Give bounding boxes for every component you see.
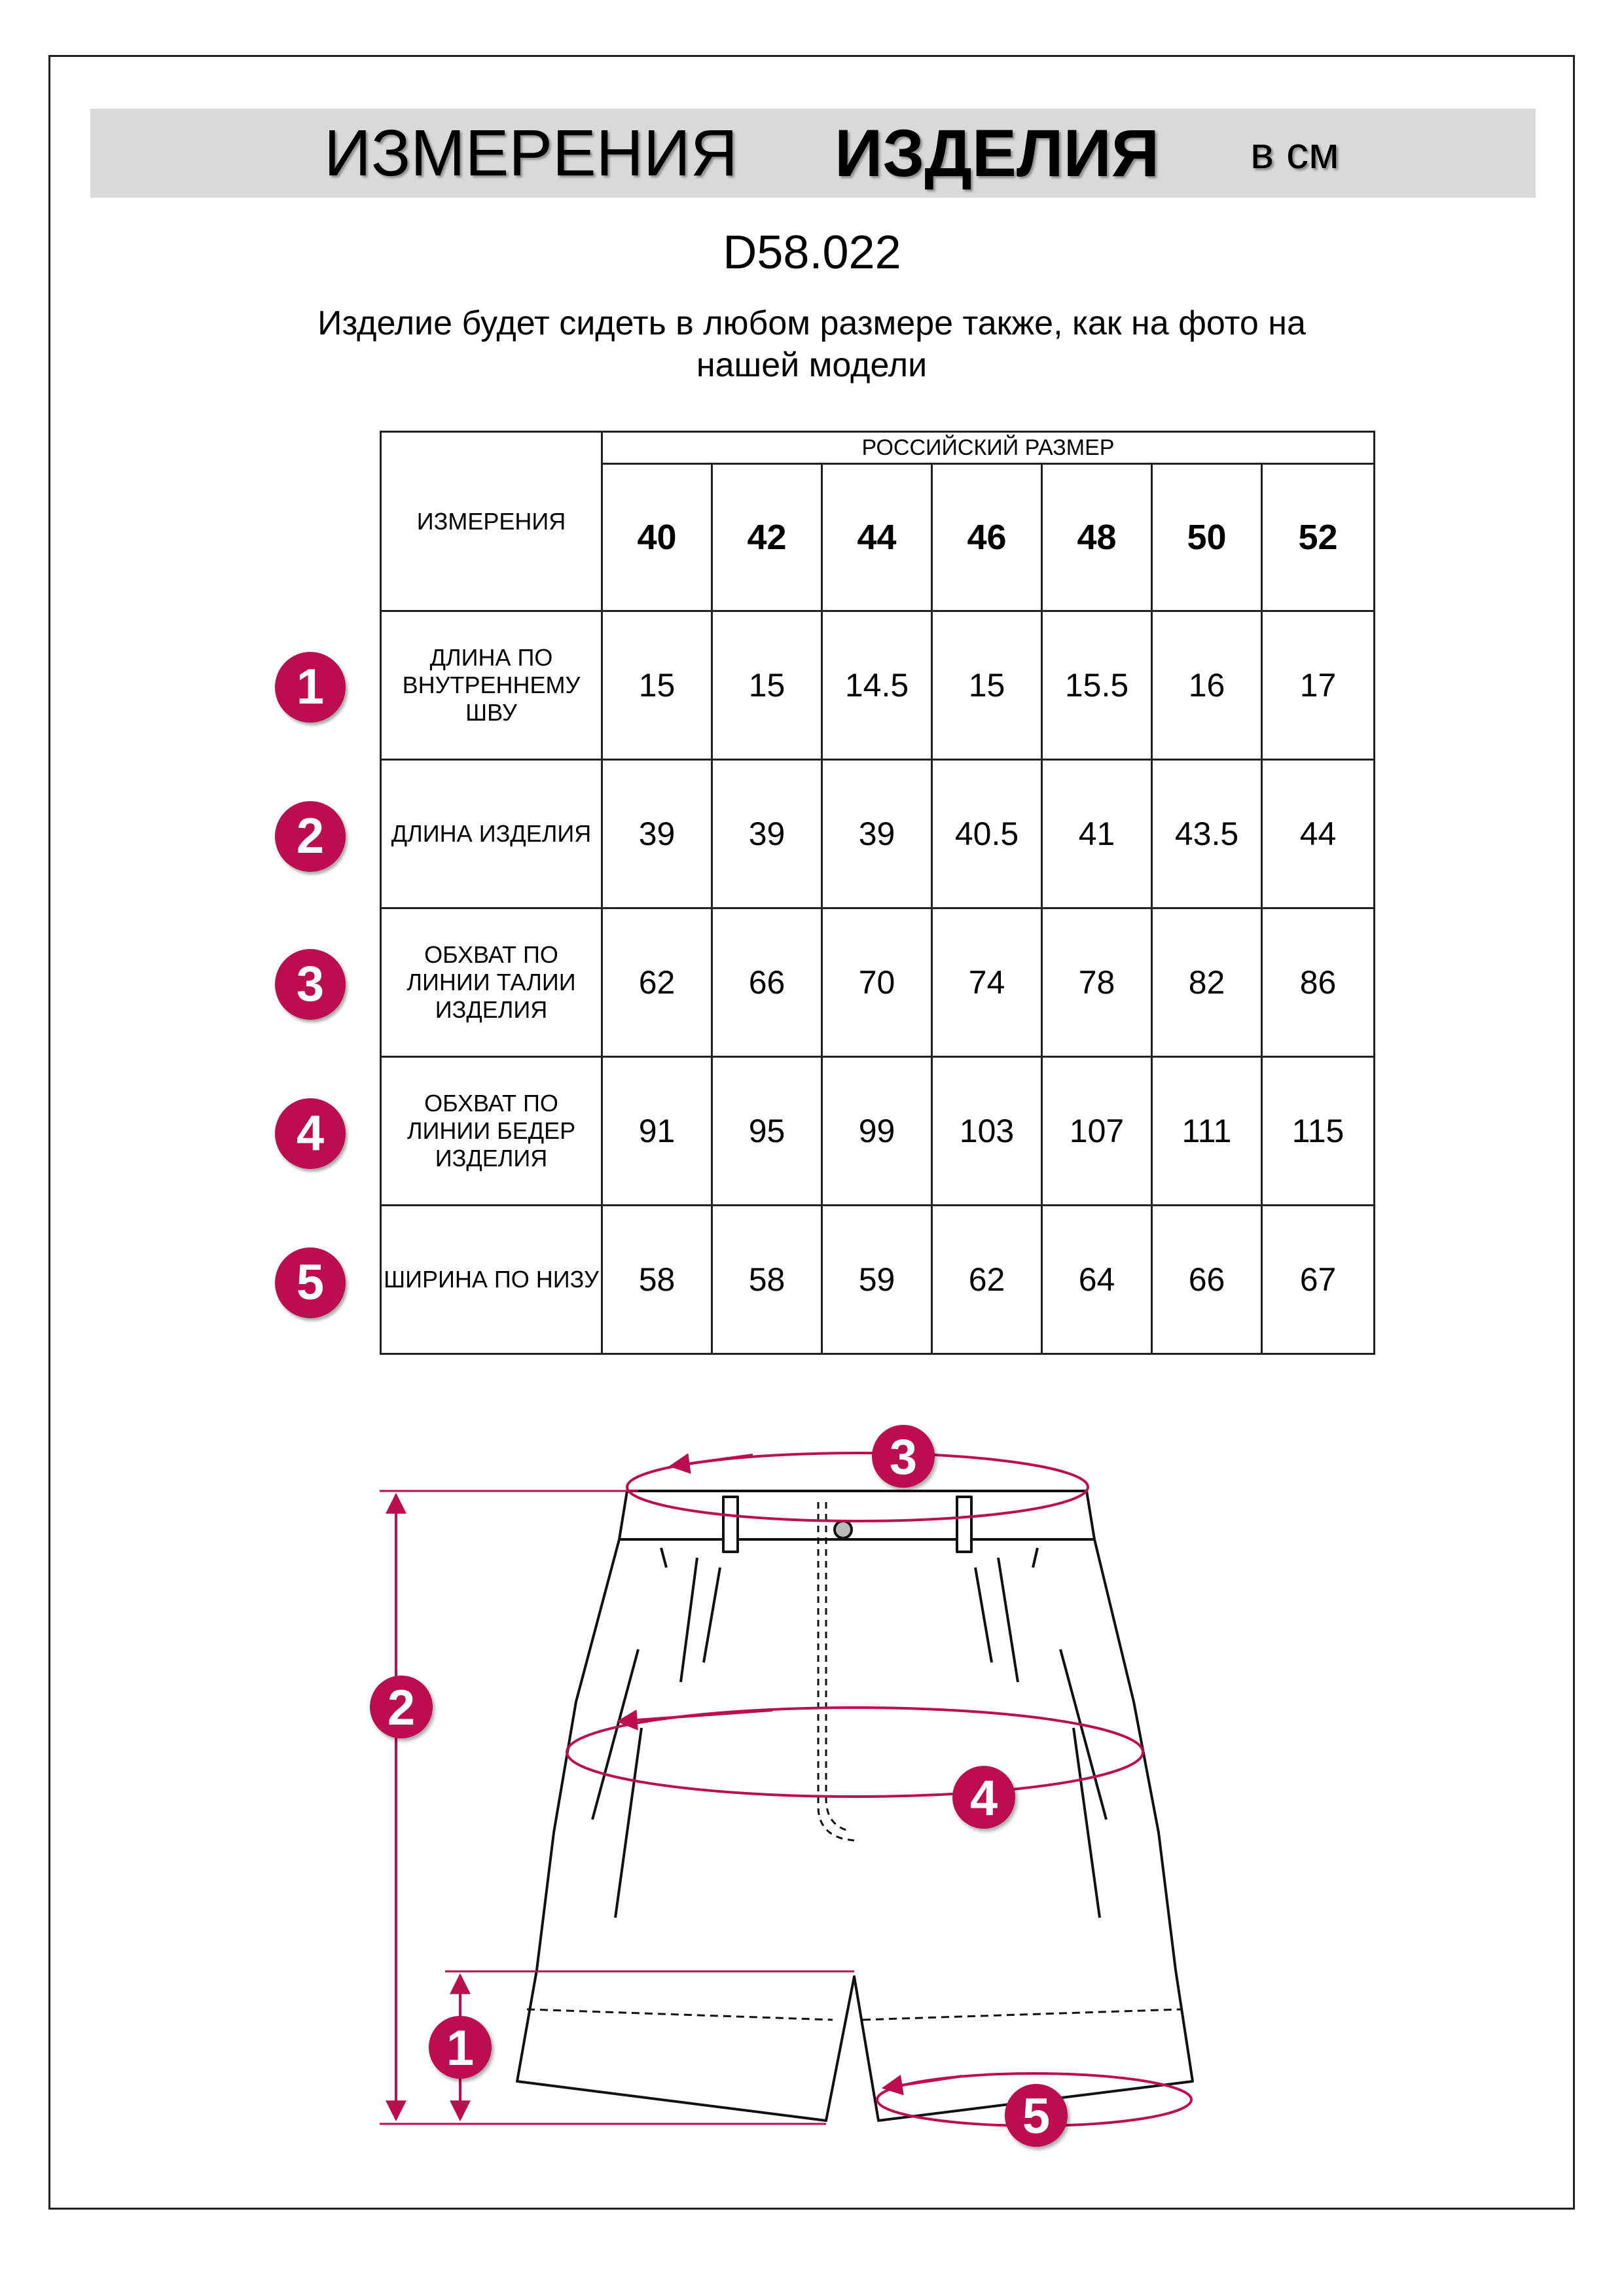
table-cell: 74	[932, 908, 1042, 1057]
table-cell: 44	[1262, 760, 1375, 908]
table-cell: 99	[822, 1057, 932, 1206]
marker-label: 4	[969, 1770, 998, 1826]
table-cell: 15	[602, 611, 712, 760]
diagram-marker-5	[1005, 2084, 1068, 2147]
size-header: 42	[712, 464, 822, 611]
measurements-header: ИЗМЕРЕНИЯ	[381, 432, 602, 611]
title-product: ИЗДЕЛИЯ	[835, 116, 1160, 190]
table-cell: 103	[932, 1057, 1042, 1206]
table-cell: 66	[1152, 1206, 1262, 1354]
table-cell: 59	[822, 1206, 932, 1354]
table-cell: 41	[1042, 760, 1152, 908]
row-label: ШИРИНА ПО НИЗУ	[381, 1206, 602, 1354]
title-unit: в см	[1250, 128, 1339, 178]
size-header: 46	[932, 464, 1042, 611]
row-number-badge: 1	[275, 652, 346, 723]
table-cell: 115	[1262, 1057, 1375, 1206]
table-cell: 15.5	[1042, 611, 1152, 760]
row-label: ДЛИНА ПО ВНУТРЕННЕМУ ШВУ	[381, 611, 602, 760]
table-cell: 39	[602, 760, 712, 908]
size-header: 40	[602, 464, 712, 611]
row-label: ОБХВАТ ПО ЛИНИИ БЕДЕР ИЗДЕЛИЯ	[381, 1057, 602, 1206]
table-cell: 111	[1152, 1057, 1262, 1206]
table-cell: 66	[712, 908, 822, 1057]
table-cell: 86	[1262, 908, 1375, 1057]
table-cell: 62	[602, 908, 712, 1057]
table-cell: 43.5	[1152, 760, 1262, 908]
size-header: 52	[1262, 464, 1375, 611]
table-cell: 40.5	[932, 760, 1042, 908]
table-cell: 95	[712, 1057, 822, 1206]
diagram-marker-3	[872, 1425, 935, 1488]
fit-note: Изделие будет сидеть в любом размере также, как на фото на нашей модели	[317, 304, 1306, 384]
table-cell: 58	[712, 1206, 822, 1354]
diagram-marker-2	[370, 1676, 433, 1738]
marker-label: 5	[1022, 2089, 1051, 2144]
table-cell: 58	[602, 1206, 712, 1354]
table-cell: 39	[822, 760, 932, 908]
title-measurements: ИЗМЕРЕНИЯ	[324, 117, 738, 190]
marker-label: 1	[446, 2020, 475, 2076]
product-sku: D58.022	[723, 226, 901, 279]
diagram-marker-1	[429, 2016, 492, 2079]
table-cell: 62	[932, 1206, 1042, 1354]
table-cell: 70	[822, 908, 932, 1057]
table-cell: 17	[1262, 611, 1375, 760]
row-number-badge: 2	[275, 801, 346, 872]
row-number-badge: 4	[275, 1098, 346, 1169]
table-cell: 107	[1042, 1057, 1152, 1206]
row-number-badge: 3	[275, 949, 346, 1020]
diagram-marker-4	[952, 1766, 1015, 1829]
table-cell: 16	[1152, 611, 1262, 760]
size-header: 50	[1152, 464, 1262, 611]
size-header: 48	[1042, 464, 1152, 611]
table-cell: 67	[1262, 1206, 1375, 1354]
table-cell: 39	[712, 760, 822, 908]
table-cell: 15	[932, 611, 1042, 760]
table-cell: 14.5	[822, 611, 932, 760]
marker-label: 2	[387, 1680, 416, 1736]
measurement-guides	[380, 1453, 1191, 2126]
size-group-header: РОССИЙСКИЙ РАЗМЕР	[602, 432, 1375, 464]
row-label: ДЛИНА ИЗДЕЛИЯ	[381, 760, 602, 908]
row-number-badge: 5	[275, 1247, 346, 1318]
marker-label: 3	[889, 1429, 918, 1485]
shorts-outline	[517, 1491, 1193, 2121]
table-cell: 64	[1042, 1206, 1152, 1354]
row-label: ОБХВАТ ПО ЛИНИИ ТАЛИИ ИЗДЕЛИЯ	[381, 908, 602, 1057]
size-header: 44	[822, 464, 932, 611]
table-cell: 78	[1042, 908, 1152, 1057]
table-cell: 15	[712, 611, 822, 760]
table-cell: 91	[602, 1057, 712, 1206]
table-cell: 82	[1152, 908, 1262, 1057]
